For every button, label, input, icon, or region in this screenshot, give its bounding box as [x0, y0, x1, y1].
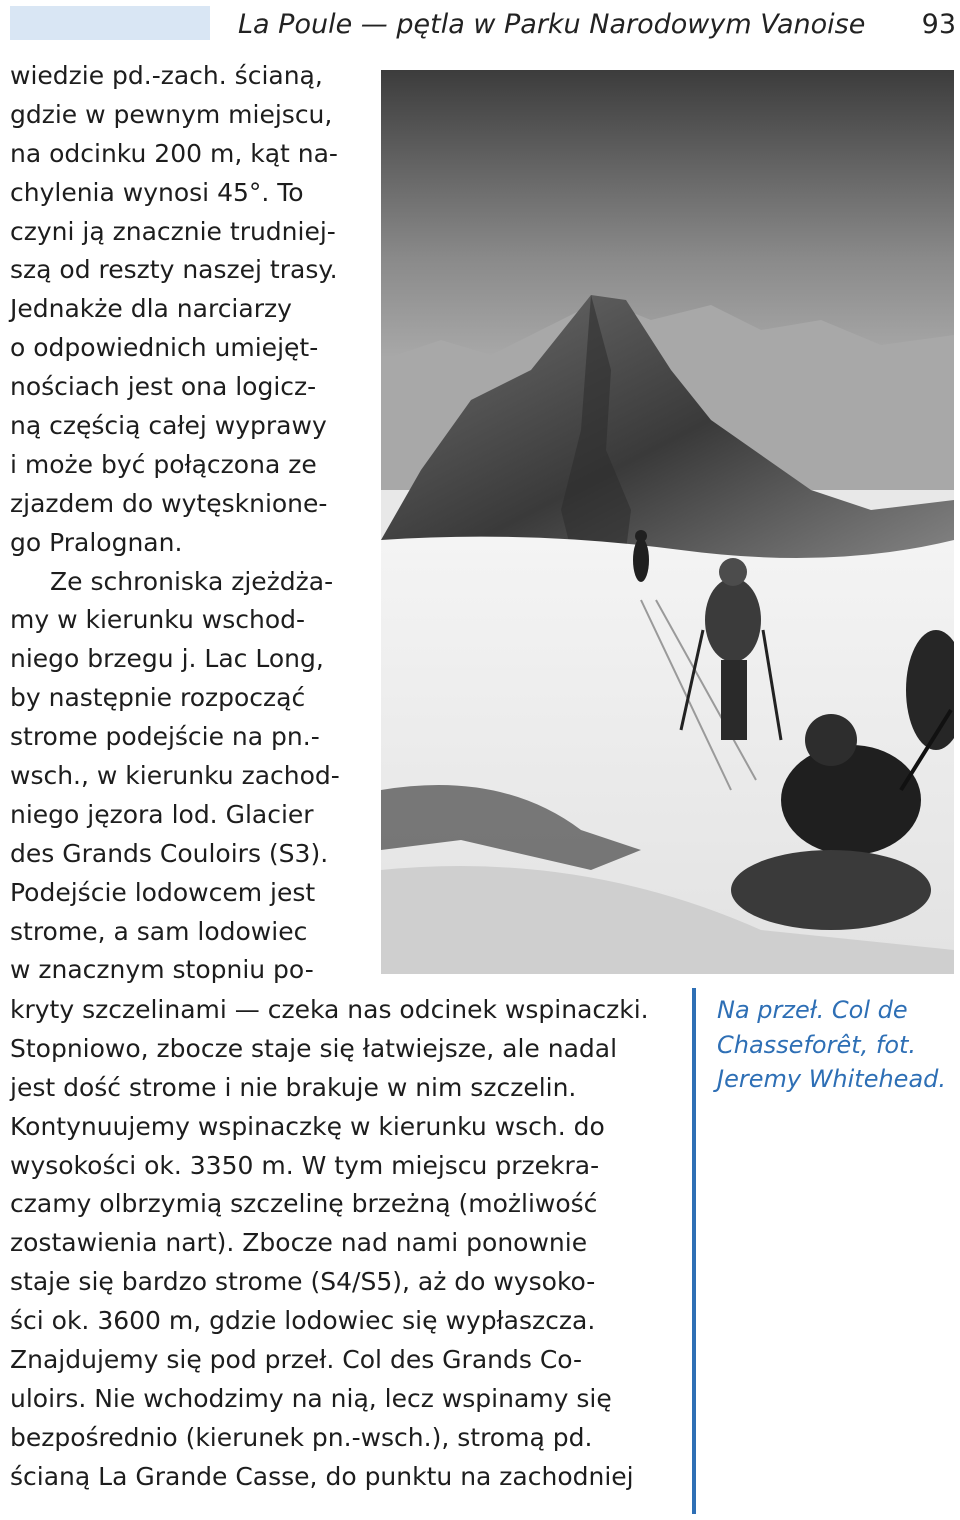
body-line: wsch., w kierunku zachod- — [10, 761, 340, 791]
body-line: w znacznym stopniu po- — [10, 955, 314, 985]
mountain-photo — [381, 70, 954, 974]
body-line: niego jęzora lod. Glacier — [10, 799, 314, 829]
body-line: na odcinku 200 m, kąt na- — [10, 138, 338, 168]
caption-line: Jeremy Whitehead. — [717, 1065, 947, 1093]
body-line: Znajdujemy się pod przeł. Col des Grands Co- — [10, 1345, 583, 1375]
body-line: nościach jest ona logicz- — [10, 372, 317, 402]
body-text-wide-column — [10, 991, 675, 1497]
body-line: ścianą La Grande Casse, do punktu na zachodniej — [10, 1461, 634, 1491]
caption-line: Chasseforêt, fot. — [717, 1030, 917, 1059]
body-line: i może być połączona ze — [10, 449, 317, 479]
header-accent-bar — [10, 6, 210, 40]
body-line: strome, a sam lodowiec — [10, 916, 308, 946]
body-line: jest dość strome i nie brakuje w nim szczelin. — [10, 1072, 577, 1102]
body-line: bezpośrednio (kierunek pn.-wsch.), stromą pd. — [10, 1422, 593, 1452]
body-line: zjazdem do wytęsknione- — [10, 488, 328, 518]
caption-line: Na przeł. Col de — [717, 996, 908, 1024]
body-line: des Grands Couloirs (S3). — [10, 838, 329, 868]
body-line: Podejście lodowcem jest — [10, 877, 316, 907]
body-line: niego brzegu j. Lac Long, — [10, 644, 324, 674]
body-line: Stopniowo, zbocze staje się łatwiejsze, ale nadal — [10, 1033, 618, 1063]
page-number: 93 — [921, 9, 956, 40]
body-text-narrow-column — [10, 57, 370, 990]
body-line: strome podejście na pn.- — [10, 722, 320, 752]
body-line: go Pralognan. — [10, 527, 183, 557]
body-line: czamy olbrzymią szczelinę brzeżną (możliwość — [10, 1189, 598, 1219]
body-line: czyni ją znacznie trudniej- — [10, 216, 336, 246]
body-line: uloirs. Nie wchodzimy na nią, lecz wspinamy się — [10, 1383, 612, 1413]
body-line: wiedzie pd.-zach. ścianą, — [10, 61, 323, 90]
body-line: Jednakże dla narciarzy — [10, 294, 292, 324]
running-title: La Poule — pętla w Parku Narodowym Vanoise — [238, 9, 866, 40]
body-line: kryty szczelinami — czeka nas odcinek wspinaczki. — [10, 995, 649, 1024]
body-line: o odpowiednich umiejęt- — [10, 333, 319, 363]
body-line: szą od reszty naszej trasy. — [10, 255, 338, 285]
body-line: staje się bardzo strome (S4/S5), aż do wysoko- — [10, 1267, 596, 1297]
body-line: chylenia wynosi 45°. To — [10, 177, 304, 207]
photo-caption — [717, 993, 957, 1097]
body-line-indented: Ze schroniska zjeżdża- — [50, 566, 334, 596]
body-line: zostawienia nart). Zbocze nad nami ponownie — [10, 1228, 588, 1258]
body-line: by następnie rozpocząć — [10, 683, 306, 713]
body-line: gdzie w pewnym miejscu, — [10, 99, 333, 129]
body-line: wysokości ok. 3350 m. W tym miejscu przekra- — [10, 1150, 600, 1180]
body-line: ści ok. 3600 m, gdzie lodowiec się wypłaszcza. — [10, 1306, 596, 1336]
mountain-photo-illustration — [381, 70, 954, 974]
body-line: ną częścią całej wyprawy — [10, 411, 327, 441]
body-line: my w kierunku wschod- — [10, 605, 306, 635]
caption-divider — [692, 988, 696, 1514]
body-line: Kontynuujemy wspinaczkę w kierunku wsch. do — [10, 1111, 605, 1141]
